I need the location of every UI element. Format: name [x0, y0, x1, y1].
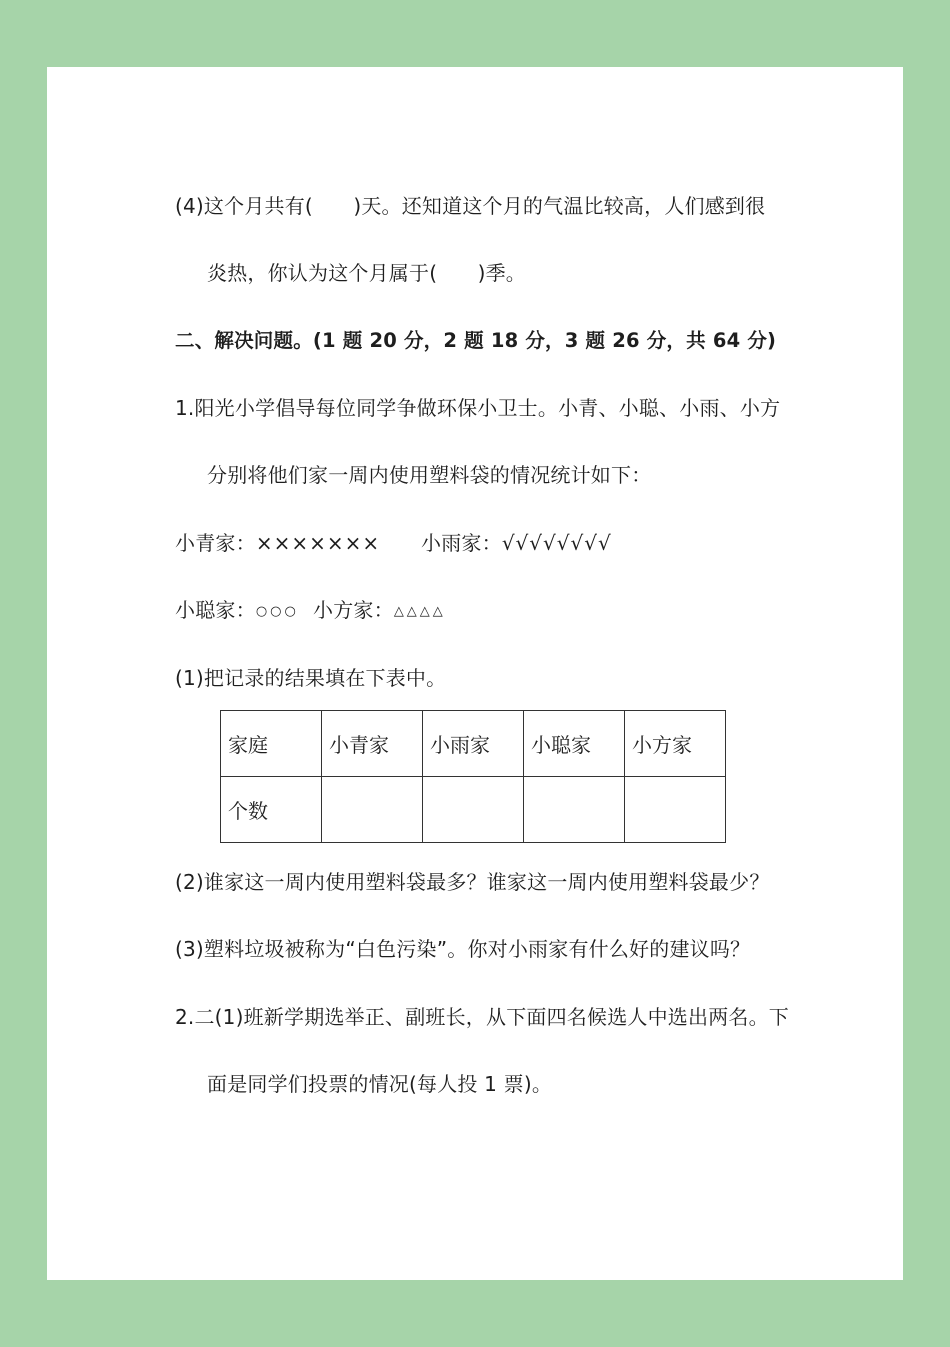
table-header-cell: 小雨家	[423, 711, 524, 777]
blank-answer-cell[interactable]	[423, 777, 524, 843]
tally-marks: √√√√√√√√	[501, 531, 612, 555]
worksheet-page	[47, 67, 903, 1280]
tally-label: 小雨家：	[421, 531, 502, 555]
problem-1-line-2: 分别将他们家一周内使用塑料袋的情况统计如下：	[207, 463, 652, 487]
tally-label: 小聪家：	[175, 598, 256, 622]
problem-1-sub-2: (2)谁家这一周内使用塑料袋最多？谁家这一周内使用塑料袋最少？	[175, 870, 770, 894]
table-header-cell: 小聪家	[524, 711, 625, 777]
tally-label: 小青家：	[175, 531, 256, 555]
tally-xiaoqing	[175, 529, 380, 557]
tally-marks: ×××××××	[255, 531, 381, 555]
tally-xiaofang	[313, 596, 446, 626]
blank-answer-cell[interactable]	[524, 777, 625, 843]
table-header-cell: 小方家	[625, 711, 726, 777]
tally-marks: ○○○	[255, 604, 299, 619]
table-header-cell: 家庭	[221, 711, 322, 777]
table-header-row	[221, 711, 726, 777]
problem-2-line-2: 面是同学们投票的情况(每人投 1 票)。	[207, 1072, 553, 1096]
tally-xiaoyu	[421, 529, 612, 557]
question-4-line-2: 炎热，你认为这个月属于( )季。	[207, 261, 527, 285]
problem-1-sub-1: (1)把记录的结果填在下表中。	[175, 666, 447, 690]
tally-table	[220, 710, 726, 843]
tally-marks: △△△△	[393, 604, 446, 619]
blank-answer-cell[interactable]	[625, 777, 726, 843]
table-row	[221, 777, 726, 843]
section-2-heading: 二、解决问题。(1 题 20 分，2 题 18 分，3 题 26 分，共 64 分)	[175, 329, 777, 352]
table-header-cell: 小青家	[322, 711, 423, 777]
tally-label: 小方家：	[313, 598, 394, 622]
table-row-label: 个数	[221, 777, 322, 843]
problem-1-sub-3: (3)塑料垃圾被称为“白色污染”。你对小雨家有什么好的建议吗？	[175, 937, 751, 961]
blank-answer-cell[interactable]	[322, 777, 423, 843]
tally-xiaocong	[175, 596, 299, 626]
problem-2-line-1: 2.二(1)班新学期选举正、副班长，从下面四名候选人中选出两名。下	[175, 1005, 790, 1029]
question-4-line-1: (4)这个月共有( )天。还知道这个月的气温比较高，人们感到很	[175, 194, 766, 218]
problem-1-line-1: 1.阳光小学倡导每位同学争做环保小卫士。小青、小聪、小雨、小方	[175, 396, 781, 420]
